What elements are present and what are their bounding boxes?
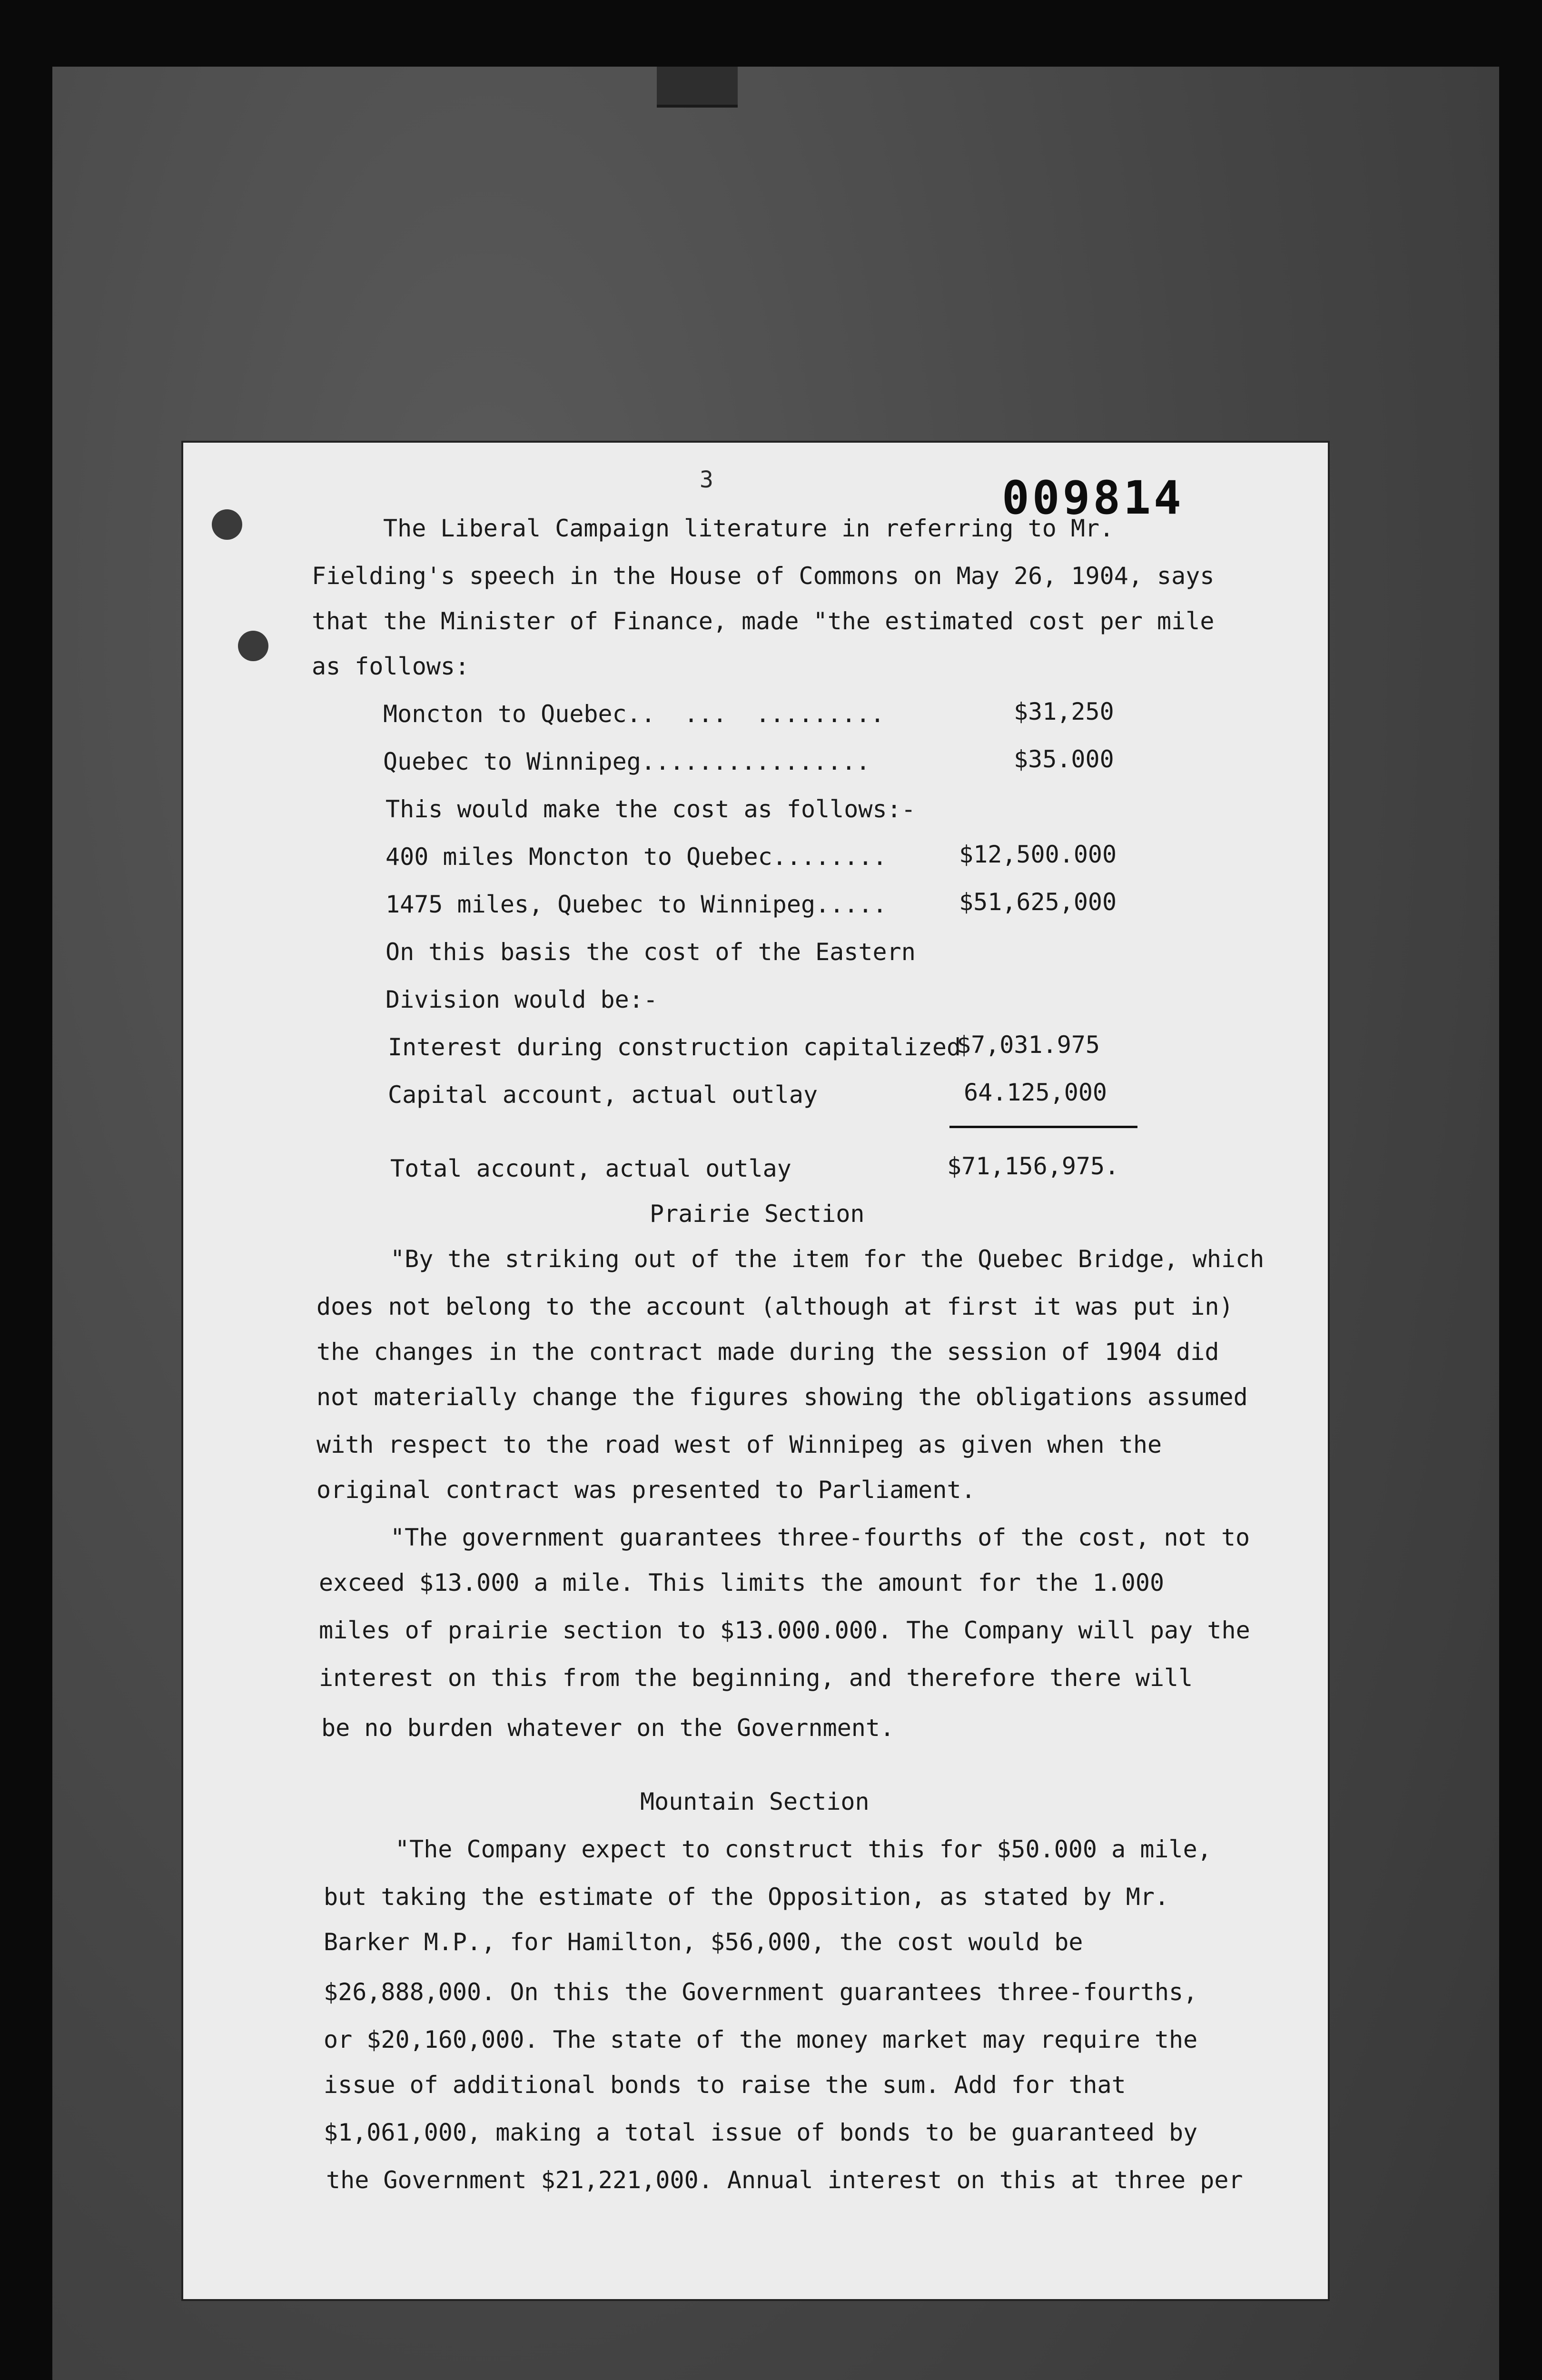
cost-row-label: Interest during construction capitalized xyxy=(388,1033,961,1061)
punch-hole xyxy=(238,631,268,661)
cost-row-label: Division would be:- xyxy=(386,986,658,1013)
cost-row-value: $35.000 xyxy=(1014,745,1114,773)
body-line: the Government $21,221,000. Annual interest on this at three per xyxy=(326,2166,1243,2194)
body-line: issue of additional bonds to raise the sum. Add for that xyxy=(324,2071,1126,2099)
body-line: $1,061,000, making a total issue of bonds to be guaranteed by xyxy=(324,2119,1198,2146)
cost-row-value: $71,156,975. xyxy=(947,1152,1119,1180)
cost-row-value: $7,031.975 xyxy=(957,1031,1100,1059)
punch-hole xyxy=(212,509,242,540)
body-line: not materially change the figures showing the obligations assumed xyxy=(316,1383,1248,1411)
cost-row-label: 400 miles Moncton to Quebec........ xyxy=(386,843,887,871)
body-line: as follows: xyxy=(312,653,470,680)
page-number: 3 xyxy=(700,466,713,493)
cost-row-label: Quebec to Winnipeg................ xyxy=(383,748,870,775)
body-line: "The Company expect to construct this for $50.000 a mile, xyxy=(395,1835,1212,1863)
cost-row-label: This would make the cost as follows:- xyxy=(386,795,916,823)
body-line: or $20,160,000. The state of the money market may require the xyxy=(324,2026,1198,2053)
body-line: be no burden whatever on the Government. xyxy=(321,1714,895,1742)
cost-row-value: $31,250 xyxy=(1014,698,1114,725)
body-line: $26,888,000. On this the Government guarantees three-fourths, xyxy=(324,1978,1198,2006)
body-line: does not belong to the account (although at first it was put in) xyxy=(316,1293,1234,1320)
body-line: original contract was presented to Parliament. xyxy=(316,1476,976,1504)
body-line: exceed $13.000 a mile. This limits the amount for the 1.000 xyxy=(319,1569,1165,1597)
cost-row-label: On this basis the cost of the Eastern xyxy=(386,938,916,966)
cost-row-label: Moncton to Quebec.. ... ......... xyxy=(383,700,885,728)
body-line: Barker M.P., for Hamilton, $56,000, the cost would be xyxy=(324,1928,1083,1956)
cost-row-label: 1475 miles, Quebec to Winnipeg..... xyxy=(386,891,887,918)
typed-page xyxy=(183,443,1328,2299)
cost-row-value: 64.125,000 xyxy=(964,1079,1107,1106)
binder-clip xyxy=(657,67,738,108)
body-line: but taking the estimate of the Opposition, as stated by Mr. xyxy=(324,1883,1169,1911)
archive-stamp-number: 009814 xyxy=(1002,471,1184,525)
cost-row-value: $51,625,000 xyxy=(959,888,1117,916)
body-line: "The government guarantees three-fourths of the cost, not to xyxy=(390,1524,1250,1551)
body-line: with respect to the road west of Winnipeg as given when the xyxy=(316,1431,1162,1458)
body-line: the changes in the contract made during the session of 1904 did xyxy=(316,1338,1219,1366)
cost-row-value: $12,500.000 xyxy=(959,841,1117,868)
cost-row-label: Total account, actual outlay xyxy=(390,1155,791,1182)
body-line: miles of prairie section to $13.000.000. The Company will pay the xyxy=(319,1616,1250,1644)
section-heading: Mountain Section xyxy=(640,1788,870,1815)
body-line: The Liberal Campaign literature in referring to Mr. xyxy=(383,515,1114,542)
body-line: that the Minister of Finance, made "the estimated cost per mile xyxy=(312,607,1215,635)
section-heading: Prairie Section xyxy=(650,1200,865,1228)
cost-row-label: Capital account, actual outlay xyxy=(388,1081,818,1109)
body-line: Fielding's speech in the House of Commons on May 26, 1904, says xyxy=(312,562,1215,590)
body-line: interest on this from the beginning, and therefore there will xyxy=(319,1664,1193,1692)
sum-rule xyxy=(949,1126,1137,1128)
body-line: "By the striking out of the item for the Quebec Bridge, which xyxy=(390,1245,1265,1273)
